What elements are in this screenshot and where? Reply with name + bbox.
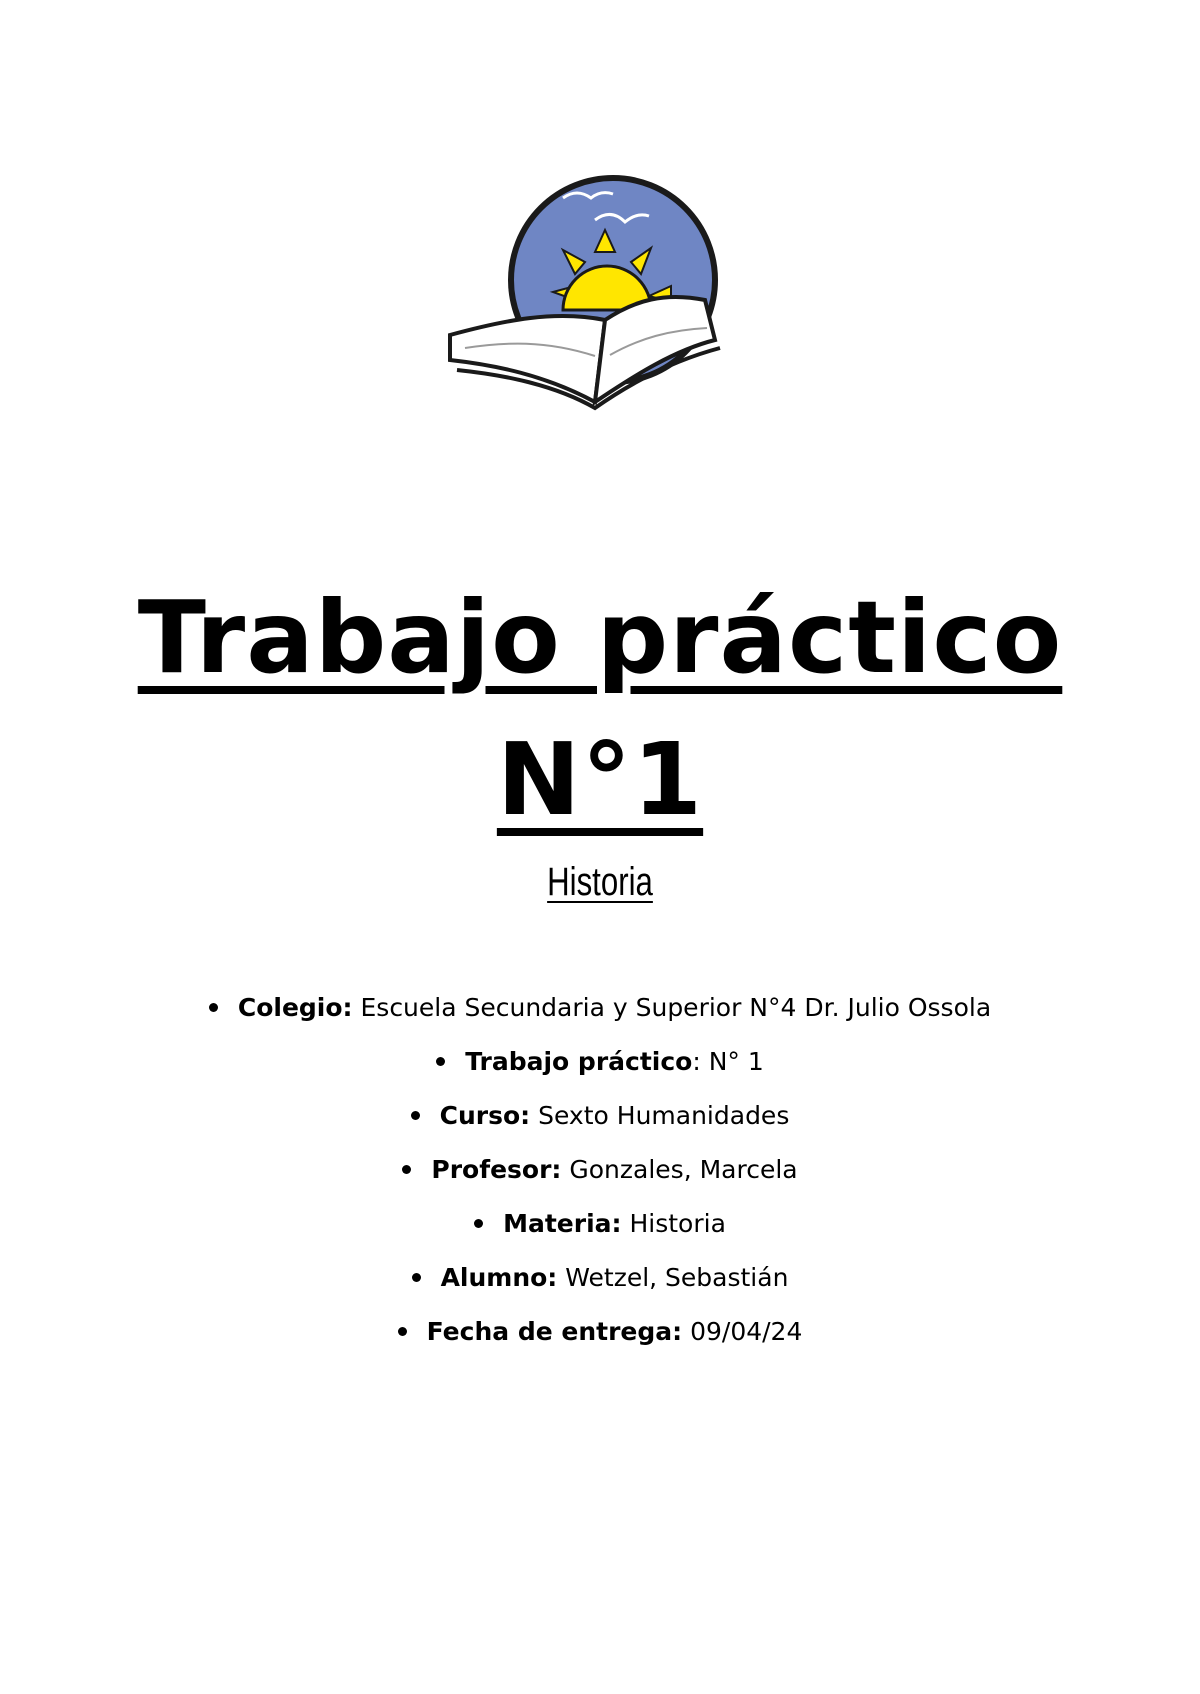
- item-value: Sexto Humanidades: [530, 1101, 790, 1130]
- list-item-profesor: [0, 1152, 1200, 1206]
- bullet-icon: [474, 1219, 483, 1228]
- bullet-icon: [402, 1165, 411, 1174]
- item-value: 09/04/24: [682, 1317, 803, 1346]
- item-label: Materia:: [503, 1209, 622, 1238]
- list-item-curso: [0, 1098, 1200, 1152]
- info-list: [0, 990, 1200, 1368]
- bullet-icon: [398, 1327, 407, 1336]
- list-item-alumno: [0, 1260, 1200, 1314]
- subject-heading: Historia: [547, 860, 653, 904]
- list-item-trabajo-practico: [0, 1044, 1200, 1098]
- list-item-materia: [0, 1206, 1200, 1260]
- page-title-line-1: Trabajo práctico: [137, 579, 1063, 696]
- bullet-icon: [209, 1003, 218, 1012]
- item-label: Alumno:: [440, 1263, 558, 1292]
- item-label: Trabajo práctico: [465, 1047, 693, 1076]
- item-value: Escuela Secundaria y Superior N°4 Dr. Julio Ossola: [352, 993, 992, 1022]
- list-item-colegio: [0, 990, 1200, 1044]
- bullet-icon: [412, 1273, 421, 1282]
- bullet-icon: [411, 1111, 420, 1120]
- item-value: : N° 1: [692, 1047, 764, 1076]
- item-value: Gonzales, Marcela: [561, 1155, 798, 1184]
- item-label: Profesor:: [431, 1155, 562, 1184]
- school-logo-icon: [445, 170, 765, 420]
- page-title-line-2: N°1: [496, 721, 704, 838]
- item-value: Wetzel, Sebastián: [557, 1263, 789, 1292]
- item-label: Fecha de entrega:: [426, 1317, 683, 1346]
- item-label: Curso:: [439, 1101, 531, 1130]
- bullet-icon: [436, 1057, 445, 1066]
- list-item-fecha-de-entrega: [0, 1314, 1200, 1368]
- item-label: Colegio:: [237, 993, 353, 1022]
- item-value: Historia: [621, 1209, 726, 1238]
